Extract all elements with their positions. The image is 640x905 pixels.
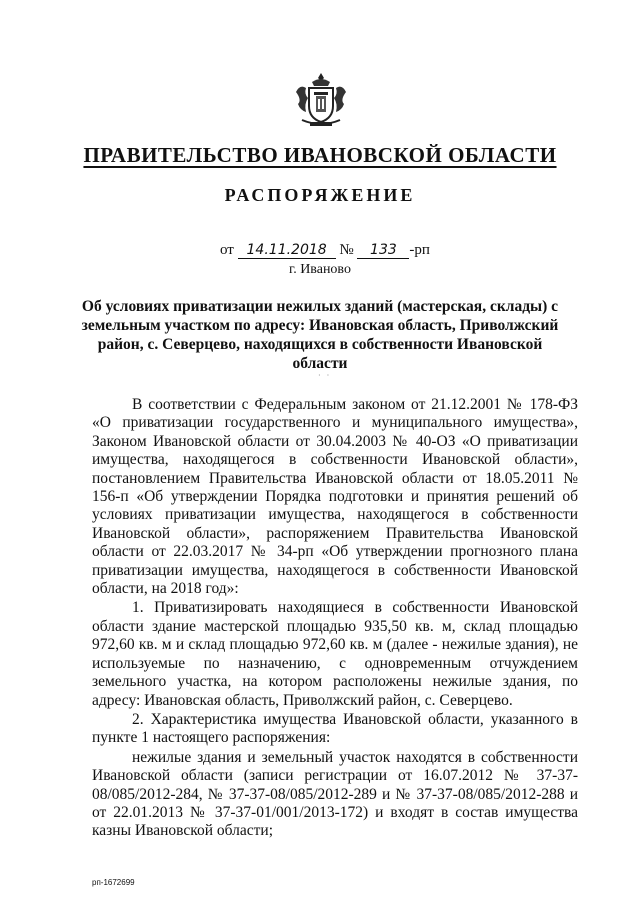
item-2-detail-paragraph: нежилые здания и земельный участок находятся в собственности Ивановской области (записи регистрации от 16.07.2012 № 37-37-08/085/2012-284, № 37-37-08/085/2012-289 и № 37-37-08/085/2012-288 и от 22.01.2013 № 37-37-01/001/2013-172) и входят в состав имущества казны Ивановской области; xyxy=(92,748,578,840)
from-label: от xyxy=(220,242,234,258)
preamble-paragraph: В соответствии с Федеральным законом от 21.12.2001 № 178-ФЗ «О приватизации государственного и муниципального имущества», Законом Ивановской области от 30.04.2003 № 40-ОЗ «О приватизации имущества, находящегося в собственности Ивановской области», постановлением Правительства Ивановской области от 18.05.2011 № 156-п «Об утверждении Порядка подготовки и принятия решений об условиях приватизации имущества, находящегося в собственности Ивановской области», распоряжением Правительства Ивановской области от 22.03.2017 № 34-рп «Об утверждении прогнозного плана приватизации имущества, находящегося в собственности Ивановской области, на 2018 год»: xyxy=(92,396,578,598)
item-2-paragraph: 2. Характеристика имущества Ивановской области, указанного в пункте 1 настоящего распоряжения: xyxy=(92,710,578,747)
document-type: РАСПОРЯЖЕНИЕ xyxy=(224,185,416,205)
handwritten-date: 14.11.2018 xyxy=(238,243,336,259)
document-subject: Об условиях приватизации нежилых зданий (мастерская, склады) с земельным участком по адресу: Ивановская область, Приволжский район, с. Северцево, находящихся в собственности Ивановской области xyxy=(81,298,559,372)
government-title: ПРАВИТЕЛЬСТВО ИВАНОВСКОЙ ОБЛАСТИ xyxy=(83,143,557,167)
handwritten-number: 133 xyxy=(357,243,409,259)
date-number-line xyxy=(220,242,430,259)
city: г. Иваново xyxy=(289,262,351,277)
document-code: рп-1672699 xyxy=(92,878,135,887)
number-label: № xyxy=(339,242,354,258)
number-suffix: -рп xyxy=(409,242,430,258)
scan-marks: · · xyxy=(318,371,330,380)
document-body xyxy=(92,396,578,842)
coat-of-arms-icon xyxy=(290,70,352,132)
item-1-paragraph: 1. Приватизировать находящиеся в собственности Ивановской области здание мастерской площадью 935,50 кв. м, склад площадью 972,60 кв. м и склад площадью 972,60 кв. м (далее - нежилые здания), не используемые по назначению, с одновременным отчуждением земельного участка, на котором расположены нежилые здания, по адресу: Ивановская область, Приволжский район, с. Северцево. xyxy=(92,599,578,709)
